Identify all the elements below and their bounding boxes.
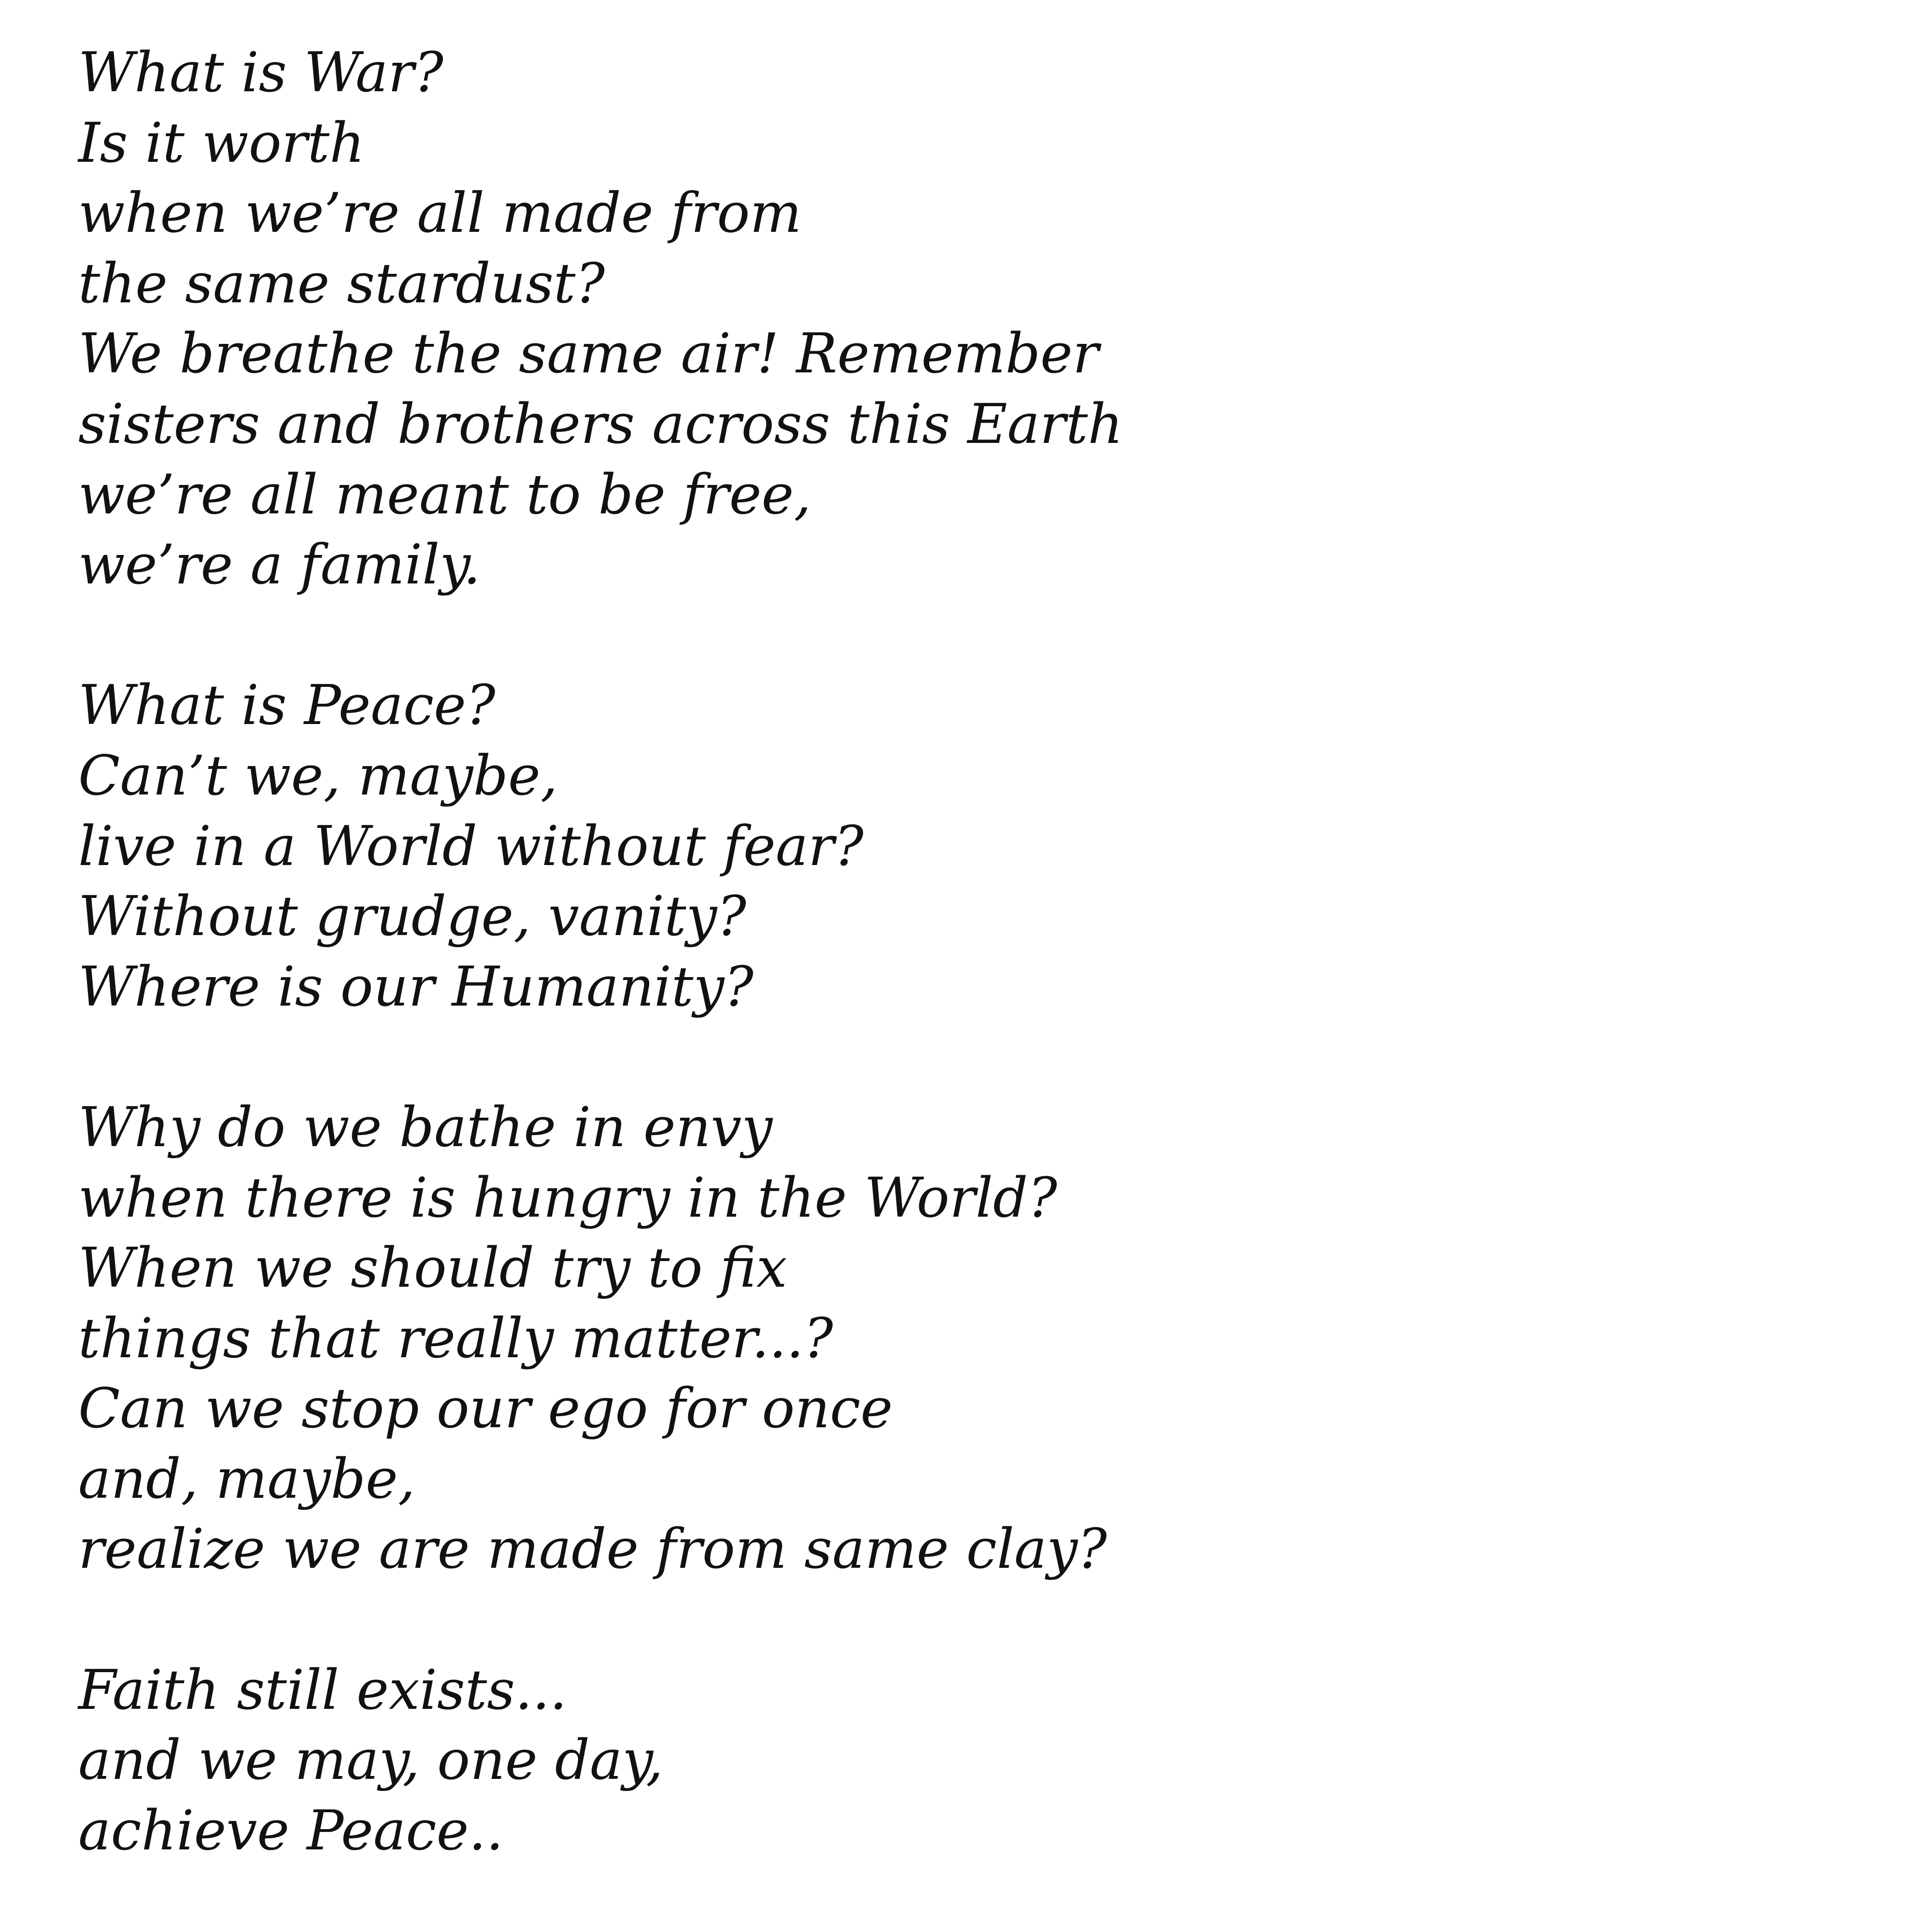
poem-line: What is Peace?	[78, 673, 496, 738]
poem-line: Faith still exists...	[78, 1658, 567, 1722]
poem-line: We breathe the same air! Remember	[78, 322, 1099, 386]
poem-line: we’re all meant to be free,	[78, 462, 811, 526]
poem-line: Without grudge, vanity?	[78, 884, 747, 949]
stanza-3	[78, 1093, 1817, 1585]
poem-line: when there is hungry in the World?	[78, 1165, 1057, 1230]
poem-line: when we’re all made from	[78, 181, 802, 245]
poem-line: What is War?	[78, 41, 443, 104]
poem-line: live in a World without fear?	[78, 814, 864, 878]
poem-line: things that really matter...?	[78, 1306, 833, 1370]
poem-line: When we should try to fix	[78, 1236, 787, 1300]
poem-line: achieve Peace..	[78, 1798, 504, 1862]
poem-line: and, maybe,	[78, 1447, 415, 1511]
stanza-4	[78, 1655, 1817, 1866]
poem-line: we’re a family.	[78, 533, 481, 597]
poem-line: Can’t we, maybe,	[78, 743, 558, 808]
stanza-2	[78, 670, 1817, 1022]
poem-line: the same stardust?	[78, 251, 605, 315]
poem-line: realize we are made from same clay?	[78, 1517, 1107, 1581]
poem-line: Can we stop our ego for once	[78, 1377, 893, 1441]
poem-line: sisters and brothers across this Earth	[78, 392, 1123, 456]
poem-line: and we may, one day,	[78, 1728, 664, 1792]
poem	[78, 38, 1817, 1866]
poem-line: Is it worth	[78, 111, 365, 175]
stanza-1	[78, 38, 1817, 600]
poem-line: Why do we bathe in envy	[78, 1095, 773, 1159]
poem-line: Where is our Humanity?	[78, 954, 753, 1019]
